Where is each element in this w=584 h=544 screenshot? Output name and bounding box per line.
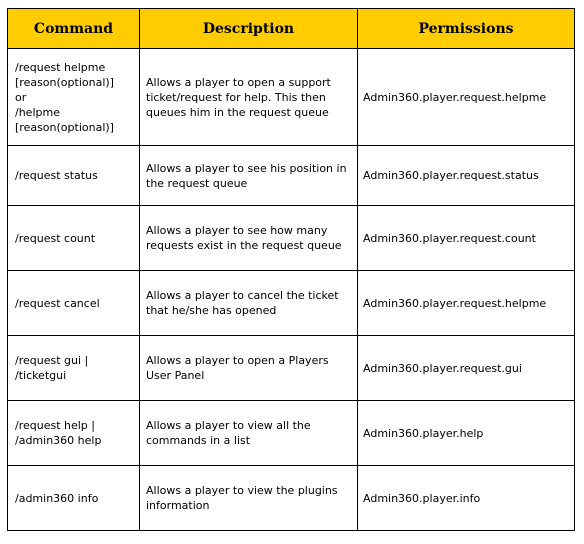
description-cell: Allows a player to open a support ticket/request for help. This then queues him in the request queue	[140, 49, 358, 146]
command-cell: /request help | /admin360 help	[8, 401, 140, 466]
table-body	[8, 49, 575, 531]
table-row	[8, 336, 575, 401]
table-row	[8, 271, 575, 336]
command-cell: /request cancel	[8, 271, 140, 336]
table-row	[8, 466, 575, 531]
table-row	[8, 146, 575, 206]
permission-cell: Admin360.player.request.helpme	[358, 49, 575, 146]
header-row	[8, 9, 575, 49]
commands-table	[7, 8, 575, 531]
command-cell: /admin360 info	[8, 466, 140, 531]
table-row	[8, 401, 575, 466]
header-command: Command	[8, 9, 140, 49]
permission-cell: Admin360.player.help	[358, 401, 575, 466]
command-cell: /request status	[8, 146, 140, 206]
description-cell: Allows a player to view the plugins information	[140, 466, 358, 531]
table-row	[8, 206, 575, 271]
table-row	[8, 49, 575, 146]
description-cell: Allows a player to see his position in the request queue	[140, 146, 358, 206]
description-cell: Allows a player to see how many requests exist in the request queue	[140, 206, 358, 271]
permission-cell: Admin360.player.request.gui	[358, 336, 575, 401]
table-header	[8, 9, 575, 49]
description-cell: Allows a player to cancel the ticket that he/she has opened	[140, 271, 358, 336]
permission-cell: Admin360.player.request.status	[358, 146, 575, 206]
command-cell: /request helpme [reason(optional)] or /helpme [reason(optional)]	[8, 49, 140, 146]
command-cell: /request gui | /ticketgui	[8, 336, 140, 401]
description-cell: Allows a player to open a Players User Panel	[140, 336, 358, 401]
permission-cell: Admin360.player.request.helpme	[358, 271, 575, 336]
header-description: Description	[140, 9, 358, 49]
header-permissions: Permissions	[358, 9, 575, 49]
description-cell: Allows a player to view all the commands in a list	[140, 401, 358, 466]
permission-cell: Admin360.player.info	[358, 466, 575, 531]
command-cell: /request count	[8, 206, 140, 271]
permission-cell: Admin360.player.request.count	[358, 206, 575, 271]
